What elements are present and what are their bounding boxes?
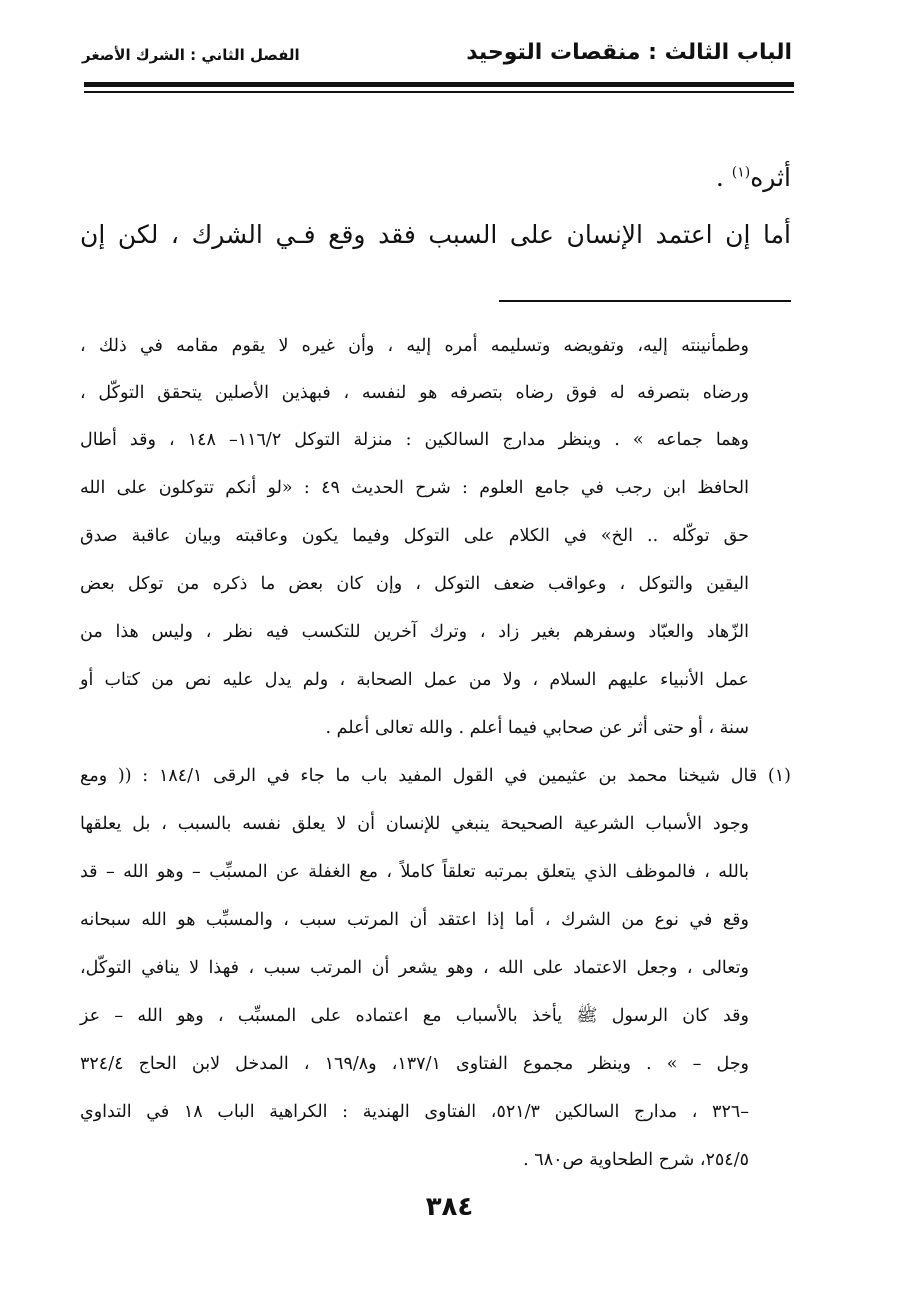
section-title: الفصل الثاني : الشرك الأصغر [82,46,300,64]
footnote-1-line: وقد كان الرسول ﷺ يأخذ بالأسباب مع اعتماده على المسبِّب ، وهو الله – عز [80,1006,749,1026]
footnote-continuation-line: الزّهاد والعبّاد وسفرهم بغير زاد ، وترك آخرين للتكسب فيه نظر ، وليس هذا من [80,622,749,642]
footnote-1-line: ٢٥٤/٥، شرح الطحاوية ص٦٨٠ . [523,1150,749,1170]
footnote-1-line: بالله ، فالموظف الذي يتعلق بمرتبه تعلقاً كاملاً ، مع الغفلة عن المسبِّب – وهو الله – قد [80,862,749,882]
footnote-1-line: وقع في نوع من الشرك ، أما إذا اعتقد أن المرتب سبب ، والمسبِّب هو الله سبحانه [80,910,749,930]
body-line-2: أما إن اعتمد الإنسان على السبب فقد وقع فـي الشرك ، لكن إن [80,220,791,249]
page-number: ٣٨٤ [425,1192,474,1222]
footnote-continuation-line: عمل الأنبياء عليهم السلام ، ولا من عمل الصحابة ، ولم يدل عليه نص من كتاب أو [80,670,749,690]
footnote-1-line: –٣٢٦ ، مدارج السالكين ٥٢١/٣، الفتاوى الهندية : الكراهية الباب ١٨ في التداوي [80,1102,749,1122]
body-line-1-text: أثره [750,163,791,192]
footnote-continuation-line: حق توكّله .. الخ» في الكلام على التوكل وفيما يكون وعاقبته وبيان عاقبة صدق [80,526,749,546]
footnote-1-line: وجود الأسباب الشرعية الصحيحة ينبغي للإنسان أن لا يعلق نفسه بالسبب ، بل يعلقها [80,814,749,834]
footnote-continuation-line: سنة ، أو حتى أثر عن صحابي فيما أعلم . والله تعالى أعلم . [325,718,749,738]
footnote-continuation-line: وهما جماعه » . وينظر مدارج السالكين : منزلة التوكل ١١٦/٢– ١٤٨ ، وقد أطال [80,430,749,450]
running-header [82,40,792,80]
chapter-title: الباب الثالث : منقصات التوحيد [466,40,792,65]
header-rule-thick [84,82,794,87]
body-line-1-end: . [715,163,732,192]
footnote-1-line: وجل – » . وينظر مجموع الفتاوى ١٣٧/١، و١٦٩/٨ ، المدخل لابن الحاج ٣٢٤/٤ [80,1054,749,1074]
footnote-1-line: (١) قال شيخنا محمد بن عثيمين في القول المفيد باب ما جاء في الرقى ١٨٤/١ : (( ومع [80,766,791,786]
footnote-continuation-line: الحافظ ابن رجب في جامع العلوم : شرح الحديث ٤٩ : «لو أنكم تتوكلون على الله [80,478,750,498]
body-line-1 [716,163,791,192]
footnote-continuation-line: اليقين والتوكل ، وعواقب ضعف التوكل ، وإن كان بعض ما ذكره من توكل بعض [80,574,749,594]
footnote-ref-1: (١) [731,164,751,181]
footnote-continuation-line: ورضاه بتصرفه له فوق رضاه بتصرفه هو لنفسه ، فبهذين الأصلين يتحقق التوكّل ، [80,383,749,403]
footnote-separator [499,300,791,302]
footnote-1-line: وتعالى ، وجعل الاعتماد على الله ، وهو يشعر أن المرتب سبب ، فهذا لا ينافي التوكّل، [80,958,749,978]
footnote-continuation-line: وطمأنينته إليه، وتفويضه وتسليمه أمره إليه ، وأن غيره لا يقوم مقامه في ذلك ، [80,336,749,356]
header-rule-thin [84,91,794,93]
